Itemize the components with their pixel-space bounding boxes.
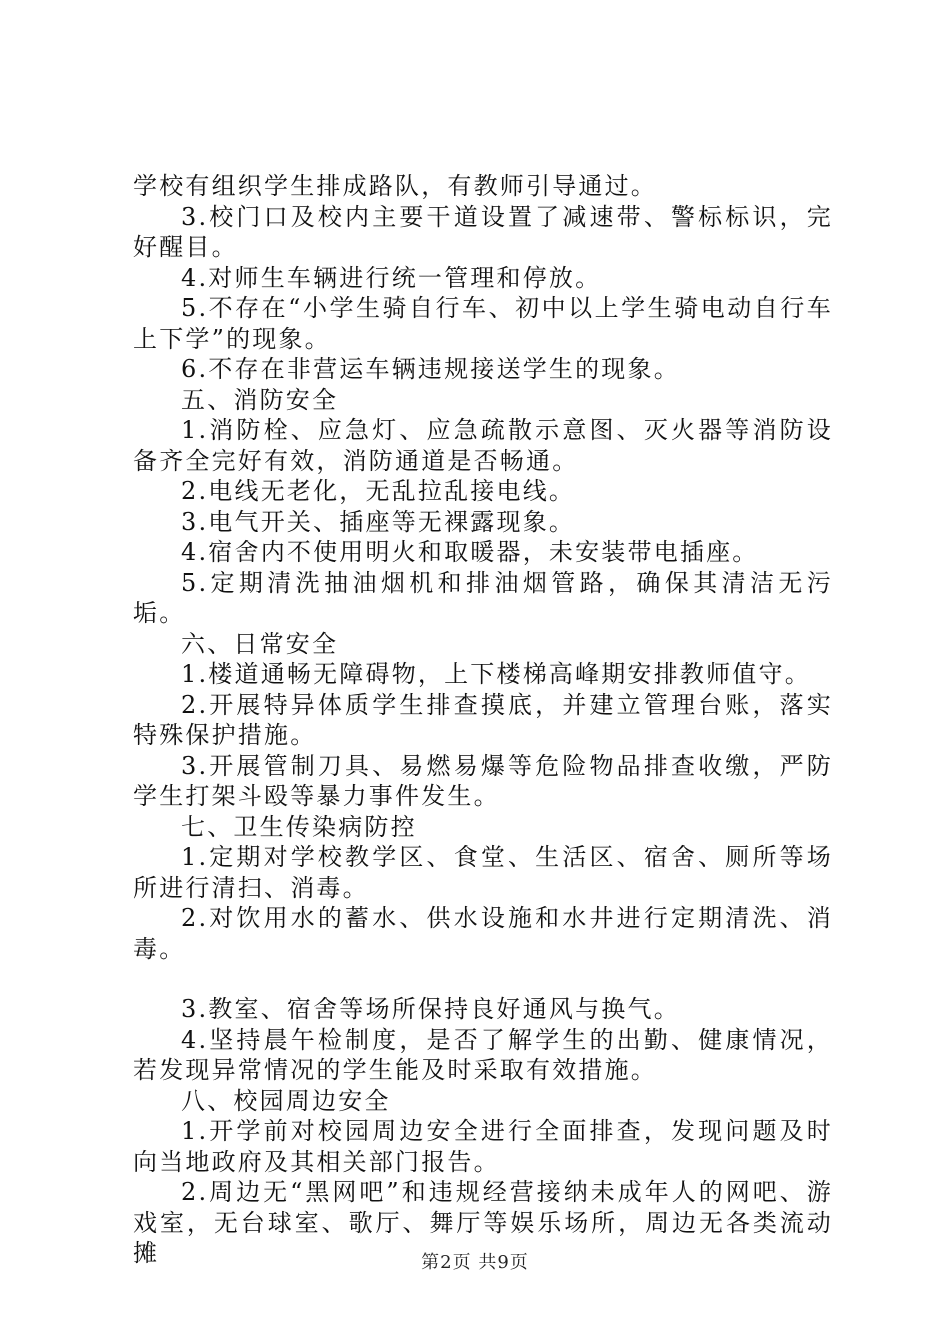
paragraph: 1.开学前对校园周边安全进行全面排查，发现问题及时向当地政府及其相关部门报告。 <box>133 1117 833 1176</box>
paragraph: 学校有组织学生排成路队，有教师引导通过。 <box>133 172 657 200</box>
paragraph: 1.楼道通畅无障碍物，上下楼梯高峰期安排教师值守。 <box>181 660 811 688</box>
paragraph: 6.不存在非营运车辆违规接送学生的现象。 <box>181 355 680 383</box>
paragraph: 4.对师生车辆进行统一管理和停放。 <box>181 263 602 292</box>
paragraph: 3.教室、宿舍等场所保持良好通风与换气。 <box>181 995 680 1023</box>
paragraph: 2.对饮用水的蓄水、供水设施和水井进行定期清洗、消毒。 <box>133 904 833 963</box>
paragraph: 2.开展特异体质学生排查摸底，并建立管理台账，落实特殊保护措施。 <box>133 690 833 749</box>
paragraph: 1.消防栓、应急灯、应急疏散示意图、灭火器等消防设备齐全完好有效，消防通道是否畅通。 <box>133 416 833 475</box>
paragraph: 5.不存在“小学生骑自行车、初中以上学生骑电动自行车上下学”的现象。 <box>133 294 833 353</box>
paragraph: 4.坚持晨午检制度，是否了解学生的出勤、健康情况，若发现异常情况的学生能及时采取有效措施。 <box>133 1025 833 1084</box>
document-body <box>133 171 833 1269</box>
page-footer: 第2页 共9页 <box>421 1252 529 1273</box>
paragraph: 2.周边无“黑网吧”和违规经营接纳未成年人的网吧、游戏室，无台球室、歌厅、舞厅等娱乐场所，周边无各类流动摊 <box>133 1178 833 1267</box>
paragraph: 5.定期清洗抽油烟机和排油烟管路，确保其清洁无污垢。 <box>133 568 833 627</box>
paragraph: 1.定期对学校教学区、食堂、生活区、宿舍、厕所等场所进行清扫、消毒。 <box>133 843 833 902</box>
paragraph: 3.电气开关、插座等无裸露现象。 <box>181 507 576 536</box>
paragraph: 3.开展管制刀具、易燃易爆等危险物品排查收缴，严防学生打架斗殴等暴力事件发生。 <box>133 751 833 810</box>
paragraph: 2.电线无老化，无乱拉乱接电线。 <box>181 477 576 505</box>
paragraph: 4.宿舍内不使用明火和取暖器，未安装带电插座。 <box>181 538 759 566</box>
paragraph: 五、消防安全 <box>181 385 339 414</box>
paragraph: 七、卫生传染病防控 <box>181 812 417 841</box>
paragraph: 八、校园周边安全 <box>181 1086 391 1115</box>
paragraph: 六、日常安全 <box>181 629 339 658</box>
paragraph: 3.校门口及校内主要干道设置了减速带、警标标识，完好醒目。 <box>133 202 833 261</box>
